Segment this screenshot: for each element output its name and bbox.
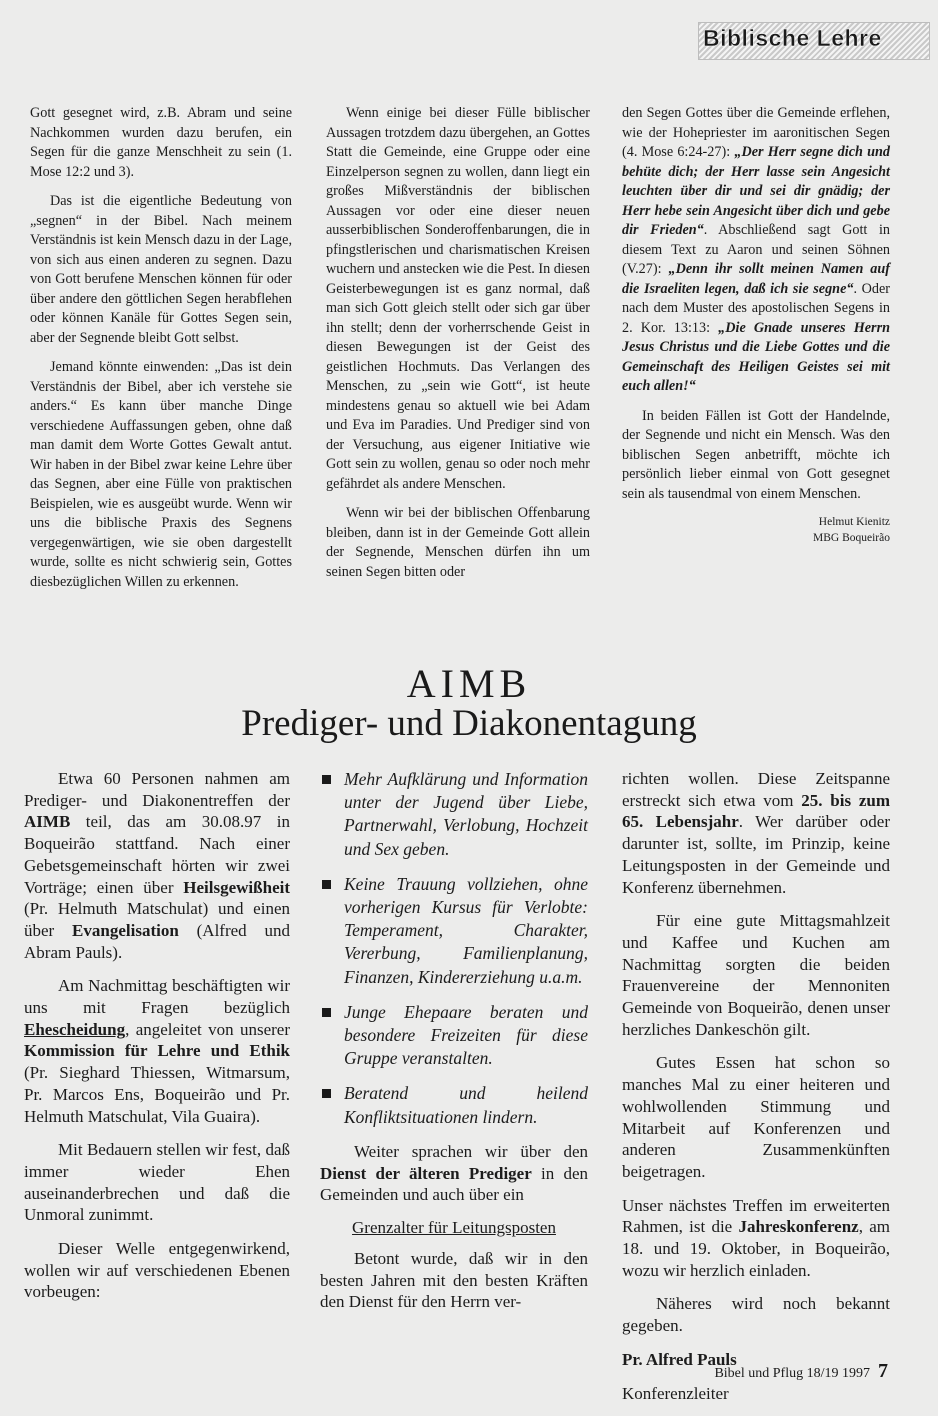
text-run: (Pr. Helmuth Matschulat) und einen über — [24, 899, 290, 940]
bold-term: 25. bis zum 65. Lebensjahr — [622, 790, 890, 832]
paragraph: Mit Bedauern stellen wir fest, daß immer wieder Ehen auseinanderbrechen und daß die Unmoral zunimmt. — [24, 1140, 290, 1225]
article-title: AIMB — [406, 661, 532, 706]
text-run: den Segen Gottes über die Gemeinde erflehen, wie der Hohepriester im aaronitischen Segen (4. Mose 6:24-27): — [622, 105, 890, 160]
paragraph: Das ist die eigentliche Bedeutung von „segnen“ in der Bibel. Nach meinem Verständnis ist kein Mensch dazu in der Lage, von sich aus einen anderen zu segnen. Dazu von Gott berufene Menschen können für oder über andere den göttlichen Segen herabflehen oder können Kanäle für Gottes Segen sein, aber der Segnende bleibt Gott selbst. — [30, 193, 292, 346]
text-run: Etwa 60 Personen nahmen am Prediger- und Diakonentreffen der — [24, 769, 290, 810]
text-run: teil, das am 30.08.97 in Boqueirão stattfand. Nach einer Gebetsgemeinschaft hörten wir zwei Vorträge; einen über — [24, 812, 290, 897]
bible-quote: „Die Gnade unseres Herrn Jesus Christus und die Liebe Gottes und die Gemeinschaft des Heiligen Geistes sei mit euch allen!“ — [622, 319, 890, 394]
text-run: (Alfred und Abram Pauls). — [24, 920, 290, 962]
bold-term: Dienst der älteren Prediger — [320, 1163, 532, 1183]
paragraph: Betont wurde, daß wir in den besten Jahren mit den besten Kräften den Dienst für den Herrn ver- — [320, 1248, 588, 1312]
bible-quote: „Der Herr segne dich und behüte dich; der Herr lasse sein Angesicht leuchten über dir und sei dir gnädig; der Herr hebe sein Angesicht über dich und gebe dir Frieden“ — [622, 144, 890, 238]
author-name: Helmut Kienitz — [818, 516, 890, 528]
top-column-2 — [326, 104, 590, 592]
top-column-3 — [622, 104, 890, 546]
text-run: Weiter sprachen wir über den — [354, 1141, 588, 1161]
section-label: Biblische Lehre — [703, 25, 882, 51]
bold-term: AIMB — [24, 812, 71, 832]
paragraph: Wenn wir bei der biblischen Offenbarung bleiben, dann ist in der Gemeinde Gott allein der Segnende, Menschen dürfen ihn um seinen Segen bitten oder — [326, 505, 590, 580]
paragraph — [622, 104, 890, 397]
list-item — [320, 1082, 588, 1128]
list-item-text: Keine Trauung vollziehen, ohne vorherigen Kursus für Verlobte: Temperament, Charakter, Vererbung, Familienplanung, Finanzen, Kindererziehung u.a.m. — [344, 873, 588, 987]
subheading: Grenzalter für Leitungsposten — [352, 1217, 556, 1237]
text-run: , am 18. und 19. Oktober, in Boqueirão, wozu wir herzlich einladen. — [622, 1217, 890, 1280]
paragraph: In beiden Fällen ist Gott der Handelnde, der Segnende und nicht ein Mensch. Was den biblischen Segen anbetrifft, möchte ich persönlich lieber einmal von Gott gesegnet sein als tausendmal von einem Menschen. — [622, 407, 890, 502]
text-run: , angeleitet von unserer — [125, 1019, 290, 1039]
page-footer — [714, 1360, 888, 1383]
paragraph — [320, 1141, 588, 1206]
square-bullet-icon — [322, 1089, 331, 1098]
section-header-badge — [698, 22, 930, 60]
paragraph: Wenn einige bei dieser Fülle biblischer Aussagen trotzdem dazu übergehen, an Gottes Statt die Gemeinde, eine Gruppe oder eine Einzelperson segnen zu wollen, dann liegt ein großes Mißverständnis der biblischen Aussagen vor oder eine dieser neuen ausserbiblischen Sonderoffenbarungen, die in pfingstlerischen und charismatischen Kreisen wuchern und anstecken wie die Pest. In diesen Geisterbewegungen ist es ganz normal, daß man sich Gott gleich stellt oder sich gar über ihn stellt; denn der vorherrschende Geist in diesen Bewegungen ist der Geist des geistlichen Hochmuts. Das Verlangen des Menschen, zu „sein wie Gott“, ist heute mindestens genau so aktuell wie bei Adam und Eva im Paradies. Und Prediger sind von der Versuchung, aus eigener Initiative wie Gott sein zu wollen, genau so oder noch mehr gefährdet als andere Menschen. — [326, 105, 590, 492]
paragraph — [622, 768, 890, 898]
text-run: . Wer darüber oder darunter ist, sollte, im Prinzip, keine Leitungsposten in der Gemeinde und Konferenz übernehmen. — [622, 812, 891, 897]
square-bullet-icon — [322, 775, 331, 784]
bold-term: Heilsgewißheit — [183, 877, 290, 897]
paragraph — [24, 768, 290, 963]
author-affiliation: MBG Boqueirão — [813, 532, 890, 544]
paragraph — [622, 1195, 890, 1282]
text-run: (Pr. Sieghard Thiessen, Witmarsum, Pr. Marcos Ens, Boqueirão und Pr. Helmuth Matschulat, Vila Guaira). — [24, 1063, 290, 1126]
author-name: Pr. Alfred Pauls — [622, 1349, 737, 1369]
paragraph: Jemand könnte einwenden: „Das ist dein Verständnis der Bibel, aber ich verstehe sie anders.“ Es kann über manche Dinge verschiedene Auffassungen geben, ohne daß man damit dem Worte Gottes Gewalt antut. Wir haben in der Bibel zwar keine Lehre über das Segnen, aber eine Fülle von praktischen Beispielen, wie es ausgeübt wurde. Wenn wir uns die biblische Praxis des Segnens vergegenwärtigen, wie sie oben dargestellt wurde, sollte es nicht schwierig sein, Gottes diesbezüglichen Willen zu erkennen. — [30, 359, 292, 590]
bold-term: Kommission für Lehre und Ethik — [24, 1041, 290, 1061]
list-item — [320, 873, 588, 989]
article-column-2 — [320, 768, 588, 1325]
text-run: in den Gemeinden und auch über ein — [320, 1163, 588, 1205]
article-column-1 — [24, 768, 290, 1315]
paragraph: Für eine gute Mittagsmahlzeit und Kaffee und Kuchen am Nachmittag sorgten die beiden Frauenvereine der Mennoniten Gemeinde von Boqueirão, denen unser herzliches Dankeschön gilt. — [622, 911, 890, 1039]
bold-term: Jahreskonferenz — [738, 1217, 859, 1237]
list-item — [320, 768, 588, 861]
square-bullet-icon — [322, 880, 331, 889]
author-role: Konferenzleiter — [622, 1383, 729, 1403]
bold-term: Ehescheidung — [24, 1019, 126, 1039]
list-item-text: Beratend und heilend Konfliktsituationen lindern. — [344, 1083, 588, 1127]
list-item — [320, 1001, 588, 1071]
list-item-text: Mehr Aufklärung und Information unter der Jugend über Liebe, Partnerwahl, Verlobung, Hochzeit und Sex geben. — [344, 769, 588, 859]
paragraph: Gott gesegnet wird, z.B. Abram und seine Nachkommen wurden dazu berufen, ein Segen für die ganze Menschheit zu sein (1. Mose 12:2 und 3). — [30, 105, 292, 180]
paragraph: Näheres wird noch bekannt gegeben. — [622, 1294, 890, 1336]
text-run: Unser nächstes Treffen im erweiterten Rahmen, ist die — [622, 1195, 890, 1237]
text-run: . Abschließend sagt Gott in diesem Text zu Aaron und seinen Söhnen (V.27): — [622, 222, 890, 277]
paragraph: Dieser Welle entgegenwirkend, wollen wir auf verschiedenen Ebenen vorbeugen: — [24, 1239, 290, 1302]
publication-info: Bibel und Pflug 18/19 1997 — [714, 1366, 870, 1381]
measures-list — [320, 768, 588, 1129]
list-item-text: Junge Ehepaare beraten und besondere Freizeiten für diese Gruppe veranstalten. — [344, 1001, 588, 1069]
text-run: . Oder nach dem Muster des apostolischen Segens in 2. Kor. 13:13: — [622, 280, 890, 336]
paragraph: Gutes Essen hat schon so manches Mal zu einer heiteren und wohlwollenden Stimmung und Mitarbeit auf Konferenzen und anderen Zusammenkünften beigetragen. — [622, 1053, 890, 1181]
article-column-3 — [622, 768, 890, 1416]
bold-term: Evangelisation — [72, 920, 179, 940]
top-column-1 — [30, 104, 292, 602]
bible-quote: „Denn ihr sollt meinen Namen auf die Israeliten legen, daß ich sie segne“ — [622, 261, 890, 297]
text-run: richten wollen. Diese Zeitspanne erstreckt sich etwa vom — [622, 769, 890, 810]
square-bullet-icon — [322, 1008, 331, 1017]
paragraph — [24, 975, 290, 1127]
page-number: 7 — [878, 1360, 888, 1382]
article-subtitle: Prediger- und Diakonentagung — [241, 703, 697, 744]
text-run: Am Nachmittag beschäftigten wir uns mit Fragen bezüglich — [24, 976, 290, 1018]
